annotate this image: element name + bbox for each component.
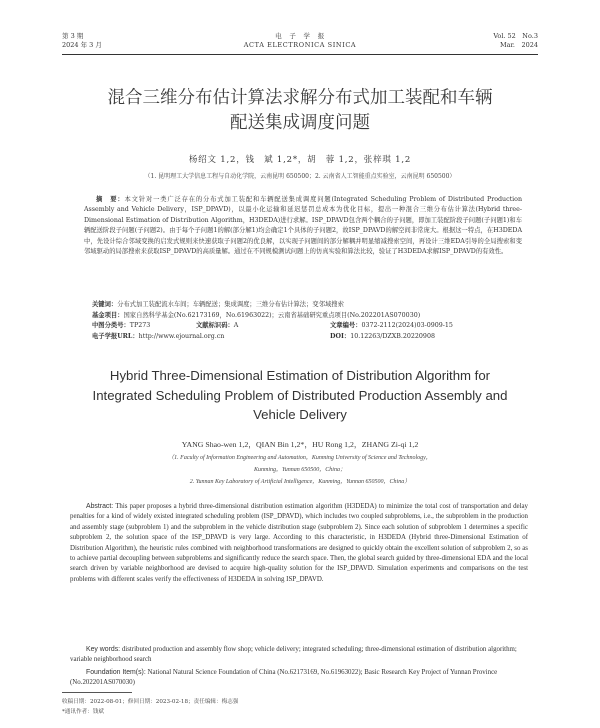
journal-name-en: ACTA ELECTRONICA SINICA [243,41,357,49]
abstract-cn-label: 摘 要： [96,196,125,203]
affiliation-en-2: Kunming，Yunnan 650500，China； [254,467,346,473]
article-number-value: 0372-2112(2024)03-0909-15 [361,322,453,329]
title-cn-line-2: 配送集成调度问题 [230,113,370,133]
header-divider [62,54,538,55]
journal-url-link[interactable]: http://www.ejournal.org.cn [138,332,225,340]
footnote-dates: 收稿日期：2022-08-01；修回日期：2023-02-18；责任编辑：梅志强 [62,699,239,705]
affiliation-en-3: 2. Yunnan Key Laboratory of Artificial Intelligence，Kunming，Yunnan 650500，China） [189,479,411,485]
clc-label: 中图分类号： [92,322,130,329]
keywords-cn-label: 关键词： [92,301,118,308]
footnote-corresponding: *通讯作者：钱斌 [62,709,104,715]
doi-label: DOI： [330,332,351,340]
fund-en-label: Foundation Item(s): [86,669,146,676]
issue-number: 第 3 期 [62,32,84,40]
authors-en: YANG Shao-wen 1,2，QIAN Bin 1,2*，HU Rong 1,2，ZHANG Zi-qi 1,2 [181,440,419,449]
title-en-line-2: Integrated Scheduling Problem of Distributed Production Assembly and [92,387,508,403]
fund-cn [92,311,420,321]
article-number [330,321,453,331]
keywords-en [70,645,528,666]
journal-url [92,332,224,342]
fund-en-text: National Natural Science Foundation of China (No.62173169, No.61963022); Basic Research Key Project of Yunnan Province (No.202201AS070030) [70,669,498,687]
fund-cn-text: 国家自然科学基金(No.62173169，No.61963022)；云南省基础研究重点项目(No.202201AS070030) [123,311,421,319]
running-header [62,32,538,60]
issue-date-en: Mar. 2024 [499,41,538,49]
affiliation-en-1: （1. Faculty of Information Engineering and Automation，Kunming University of Science and Technology， [168,455,432,461]
doc-code-value: A [233,322,239,329]
affiliation-cn: （1. 昆明理工大学信息工程与自动化学院，云南昆明 650500；2. 云南省人工智能重点实验室，云南昆明 650500） [144,173,456,180]
abstract-en-text: This paper proposes a hybrid three-dimensional distribution estimation algorithm (H3DEDA) to minimize the total cost of transportation and delay penalties for a kind of widely existed integrated scheduling problem (ISP_DPAVD), which includes two coupled subproblems, i.e., the subproblem in the production and assembly stage (subproblem 1) and the subproblem in the vehicle distribution stage (subproblem 2). Since each solution of subproblem 1 determines a specific subproblem 2, the solution space of the ISP_DPAVD is very large. According to this characteristic, in H3DEDA (Hybrid three-Dimensional Estimation of Distribution Algorithm), the heuristic rules combined with neighborhood transformations are designed to quickly obtain the excellent solution of subproblem 2, so as to achieve partial decoupling between subproblems and significantly reduce the search space. Then, the global search guided by three-dimensional EDA and the local search driven by variable neighborhood are devised to acquire high-quality solution for the ISP_DPAVD. Simulation experiments and comparisons on the test problems with different scales verify the effectiveness of H3DEDA in solving ISP_DPAVD. [70,503,528,583]
doc-code-label: 文献标识码： [196,322,234,329]
clc-value: TP273 [129,322,151,329]
fund-cn-label: 基金项目： [92,311,124,319]
title-en-line-3: Vehicle Delivery [253,407,347,423]
header-center [62,32,538,50]
issue-date-cn: 2024 年 3 月 [62,41,102,49]
paper-title-en [62,366,538,425]
keywords-en-text: distributed production and assembly flow shop; vehicle delivery; integrated scheduling; three-dimensional estimation of distribution algorithm; variable neighborhood search [70,646,517,664]
abstract-cn-text: 本文针对一类广泛存在的分布式加工装配和车辆配送集成调度问题(Integrated Scheduling Problem of Distributed Production Assembly and Vehicle Delivery，ISP_DPAVD)，以最小化运输和延迟惩罚总成本为优化目标，提出一种混合三维分布估计算法(Hybrid three-Dimensional Estimation of Distribution Algorithm，H3DEDA)进行求解。ISP_DPAVD包含两个耦合的子问题，即加工装配阶段子问题(子问题1)和车辆配送阶段子问题(子问题2)。由于每个子问题1的解(部分解1)均会确定1个具体的子问题2，故ISP_DPAVD的解空间非常庞大。根据这一特点，在H3DEDA中，先设计综合邻域变换的启发式规则来快速获取子问题2的优良解，以实现子问题间的部分解耦并明显缩减搜索空间，再设计三维EDA引导的全局搜索和变邻域驱动的局部搜索来获取ISP_DPAVD的高质量解。通过在不同规模测试问题上的仿真实验和算法比较，验证了H3DEDA求解ISP_DPAVD的有效性。 [84,196,522,256]
classification-row [92,321,150,331]
paper-title-cn [62,86,538,136]
title-cn-line-1: 混合三维分布估计算法求解分布式加工装配和车辆 [107,88,493,108]
abstract-en [70,502,528,585]
doc-code [196,321,238,331]
article-number-label: 文章编号： [330,322,362,329]
keywords-en-label: Key words: [86,646,121,653]
journal-name-cn: 电 子 学 报 [275,32,325,40]
authors-cn: 杨绍文 1,2，钱 斌 1,2*，胡 蓉 1,2，张梓琪 1,2 [188,155,412,165]
fund-en [70,668,528,689]
keywords-cn [92,300,344,310]
header-right [493,32,538,50]
keywords-cn-text: 分布式加工装配流水车间；车辆配送；集成调度；三维分布估计算法；变邻域搜索 [117,301,344,308]
title-en-line-1: Hybrid Three-Dimensional Estimation of Distribution Algorithm for [109,368,491,383]
volume-number: Vol. 52 No.3 [493,32,538,40]
abstract-en-label: Abstract: [86,503,114,510]
footnote-divider [62,692,132,693]
journal-url-label: 电子学报URL： [92,332,139,340]
doi-link[interactable]: 10.12263/DZXB.20220908 [350,332,435,340]
abstract-cn [84,195,522,257]
doi [330,332,435,342]
